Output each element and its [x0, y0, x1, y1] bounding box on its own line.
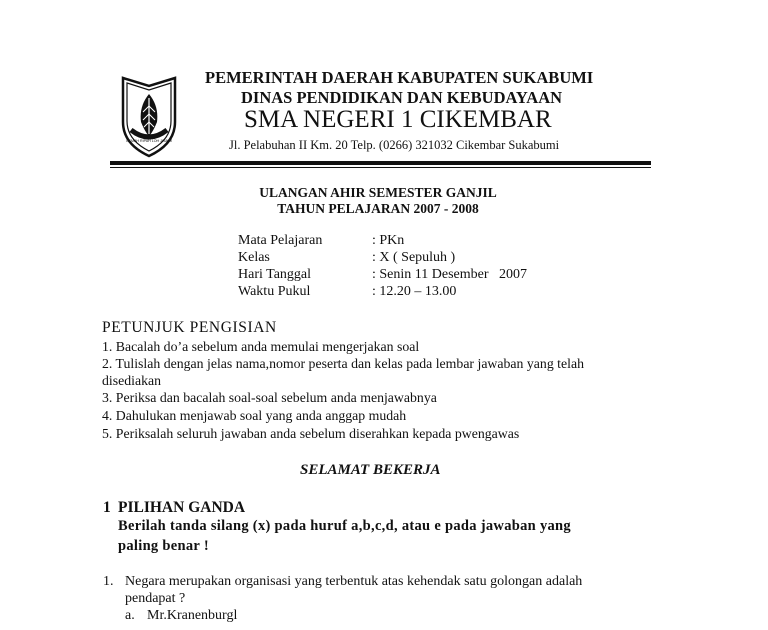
section-instruction: Berilah tanda silang (x) pada huruf a,b,c,d, atau e pada jawaban yang — [118, 518, 571, 534]
header-government: PEMERINTAH DAERAH KABUPATEN SUKABUMI — [205, 68, 594, 87]
section-instruction-cont: paling benar ! — [118, 538, 209, 554]
info-label-class: Kelas — [238, 250, 270, 265]
instruction-line: 4. Dahulukan menjawab soal yang anda anggap mudah — [102, 408, 407, 423]
header-department: DINAS PENDIDIKAN DAN KEBUDAYAAN — [241, 88, 563, 107]
greeting: SELAMAT BEKERJA — [300, 462, 441, 478]
info-value-time: : 12.20 – 13.00 — [372, 284, 457, 299]
instruction-line: 3. Periksa dan bacalah soal-soal sebelum anda menjawabnya — [102, 390, 437, 405]
instruction-line: 1. Bacalah do’a sebelum anda memulai mengerjakan soal — [102, 339, 420, 354]
section-number: 1 — [103, 499, 111, 516]
question-number: 1. — [103, 574, 114, 589]
question-text-cont: pendapat ? — [125, 591, 186, 606]
header-rule-thick — [110, 161, 651, 165]
option-a-text: Mr.Kranenburgl — [147, 608, 238, 623]
svg-text:GEMAH RIPAH LOH JINAWI: GEMAH RIPAH LOH JINAWI — [125, 139, 173, 143]
section-title: PILIHAN GANDA — [118, 499, 246, 516]
header-rule-thin — [110, 167, 651, 168]
instruction-line: 5. Periksalah seluruh jawaban anda sebelum diserahkan kepada pwengawas — [102, 426, 520, 441]
instructions-heading: PETUNJUK PENGISIAN — [102, 319, 277, 336]
instruction-line: 2. Tulislah dengan jelas nama,nomor peserta dan kelas pada lembar jawaban yang telah — [102, 356, 584, 371]
school-logo — [117, 74, 181, 158]
info-value-class: : X ( Sepuluh ) — [372, 250, 456, 265]
option-a-letter: a. — [125, 608, 135, 623]
instruction-line: disediakan — [102, 373, 162, 388]
info-value-date: : Senin 11 Desember 2007 — [372, 267, 528, 282]
info-value-subject: : PKn — [372, 233, 405, 248]
info-label-time: Waktu Pukul — [238, 284, 311, 299]
header-address: Jl. Pelabuhan II Km. 20 Telp. (0266) 321032 Cikembar Sukabumi — [229, 138, 560, 152]
header-school-name: SMA NEGERI 1 CIKEMBAR — [244, 106, 552, 133]
exam-year: TAHUN PELAJARAN 2007 - 2008 — [277, 201, 479, 216]
exam-title: ULANGAN AHIR SEMESTER GANJIL — [259, 185, 497, 200]
question-text: Negara merupakan organisasi yang terbentuk atas kehendak satu golongan adalah — [125, 574, 583, 589]
info-label-date: Hari Tanggal — [238, 267, 312, 282]
info-label-subject: Mata Pelajaran — [238, 233, 323, 248]
